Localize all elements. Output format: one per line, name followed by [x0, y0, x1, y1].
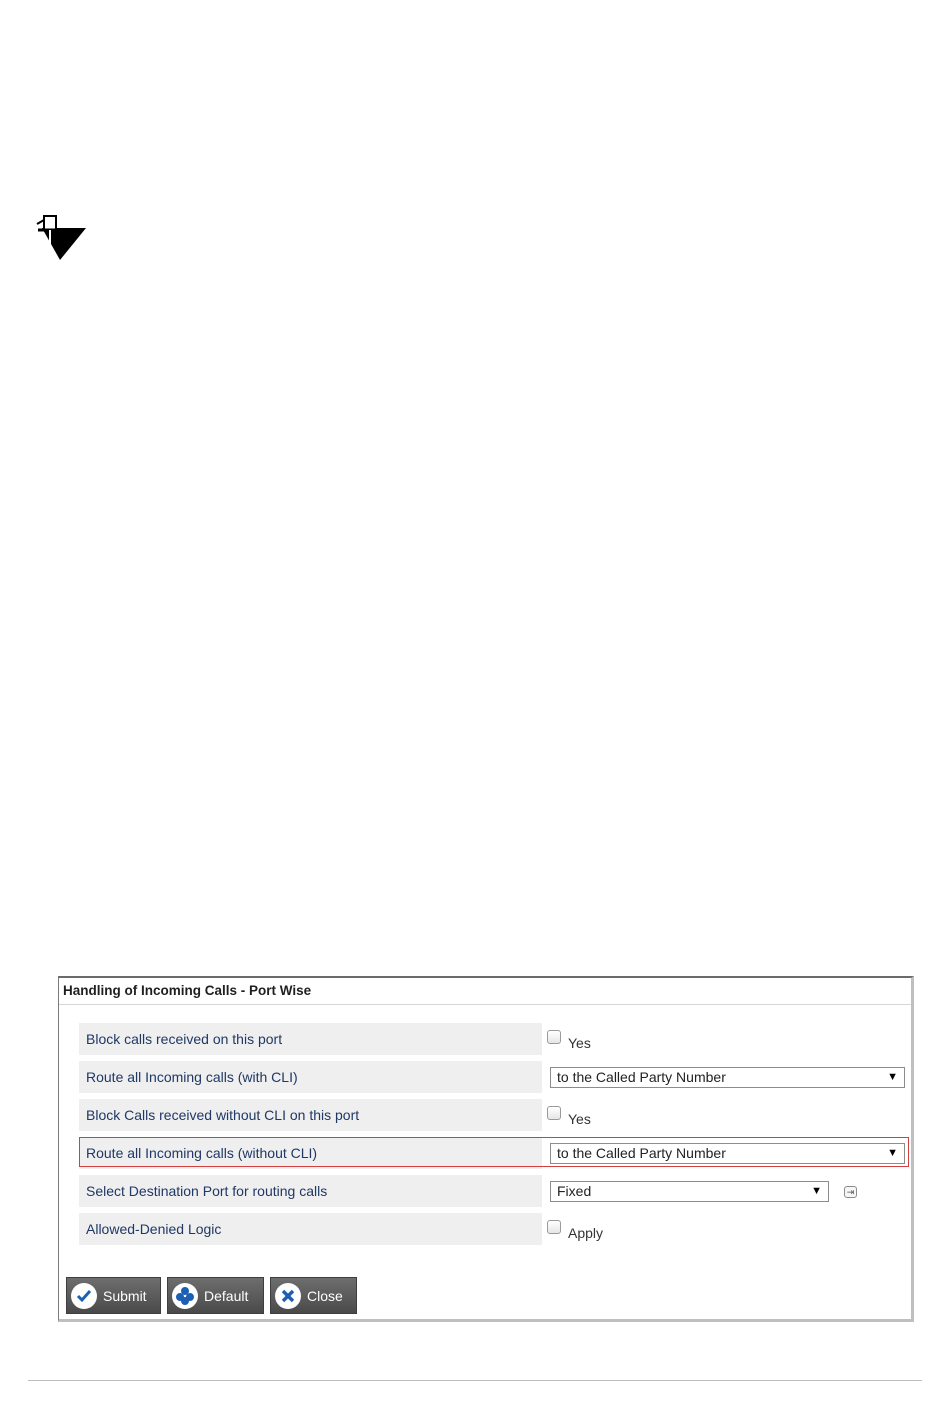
- select-value: to the Called Party Number: [557, 1069, 726, 1085]
- destination-port-select[interactable]: [550, 1181, 829, 1202]
- row-value: [547, 1137, 909, 1169]
- select-value: Fixed: [557, 1183, 592, 1199]
- panel-title: Handling of Incoming Calls - Port Wise: [59, 978, 911, 1005]
- open-details-icon[interactable]: ⇥: [844, 1186, 857, 1198]
- footer-divider: [28, 1380, 922, 1381]
- row-value: [547, 1099, 909, 1131]
- yes-checkbox-group[interactable]: [547, 1030, 591, 1050]
- close-button[interactable]: [270, 1277, 357, 1314]
- default-button[interactable]: [167, 1277, 264, 1314]
- row-value: [547, 1061, 909, 1093]
- block-calls-checkbox[interactable]: [547, 1030, 561, 1044]
- route-with-cli-select[interactable]: [550, 1067, 905, 1088]
- checkmark-icon: [71, 1283, 97, 1309]
- apply-checkbox-group[interactable]: [547, 1220, 603, 1240]
- default-label: Default: [204, 1287, 249, 1304]
- plus-cross-icon: [172, 1283, 198, 1309]
- checkbox-label: Yes: [568, 1035, 591, 1051]
- row-route-without-cli: [79, 1137, 909, 1169]
- dropdown-arrow-icon: ▼: [811, 1185, 822, 1197]
- row-label: Route all Incoming calls (without CLI): [79, 1137, 542, 1169]
- block-without-cli-checkbox[interactable]: [547, 1106, 561, 1120]
- pushpin-note-icon: [34, 214, 86, 262]
- row-label: Route all Incoming calls (with CLI): [79, 1061, 542, 1093]
- row-route-with-cli: [79, 1061, 909, 1093]
- dropdown-arrow-icon: ▼: [887, 1147, 898, 1159]
- yes-checkbox-group[interactable]: [547, 1106, 591, 1126]
- row-block-without-cli: [79, 1099, 909, 1131]
- row-value: [547, 1175, 909, 1207]
- row-label: Block calls received on this port: [79, 1023, 542, 1055]
- close-icon: [275, 1283, 301, 1309]
- select-value: to the Called Party Number: [557, 1145, 726, 1161]
- row-value: [547, 1213, 909, 1245]
- row-allowed-denied: [79, 1213, 909, 1245]
- incoming-calls-panel: [58, 976, 914, 1322]
- row-value: [547, 1023, 909, 1055]
- submit-button[interactable]: [66, 1277, 161, 1314]
- row-block-calls: [79, 1023, 909, 1055]
- submit-label: Submit: [103, 1287, 147, 1304]
- close-label: Close: [307, 1287, 343, 1304]
- row-label: Allowed-Denied Logic: [79, 1213, 542, 1245]
- dropdown-arrow-icon: ▼: [887, 1071, 898, 1083]
- checkbox-label: Yes: [568, 1111, 591, 1127]
- route-without-cli-select[interactable]: [550, 1143, 905, 1164]
- row-label: Select Destination Port for routing calls: [79, 1175, 542, 1207]
- row-label: Block Calls received without CLI on this port: [79, 1099, 542, 1131]
- row-destination-port: [79, 1175, 909, 1207]
- checkbox-label: Apply: [568, 1225, 604, 1241]
- allowed-denied-checkbox[interactable]: [547, 1220, 561, 1234]
